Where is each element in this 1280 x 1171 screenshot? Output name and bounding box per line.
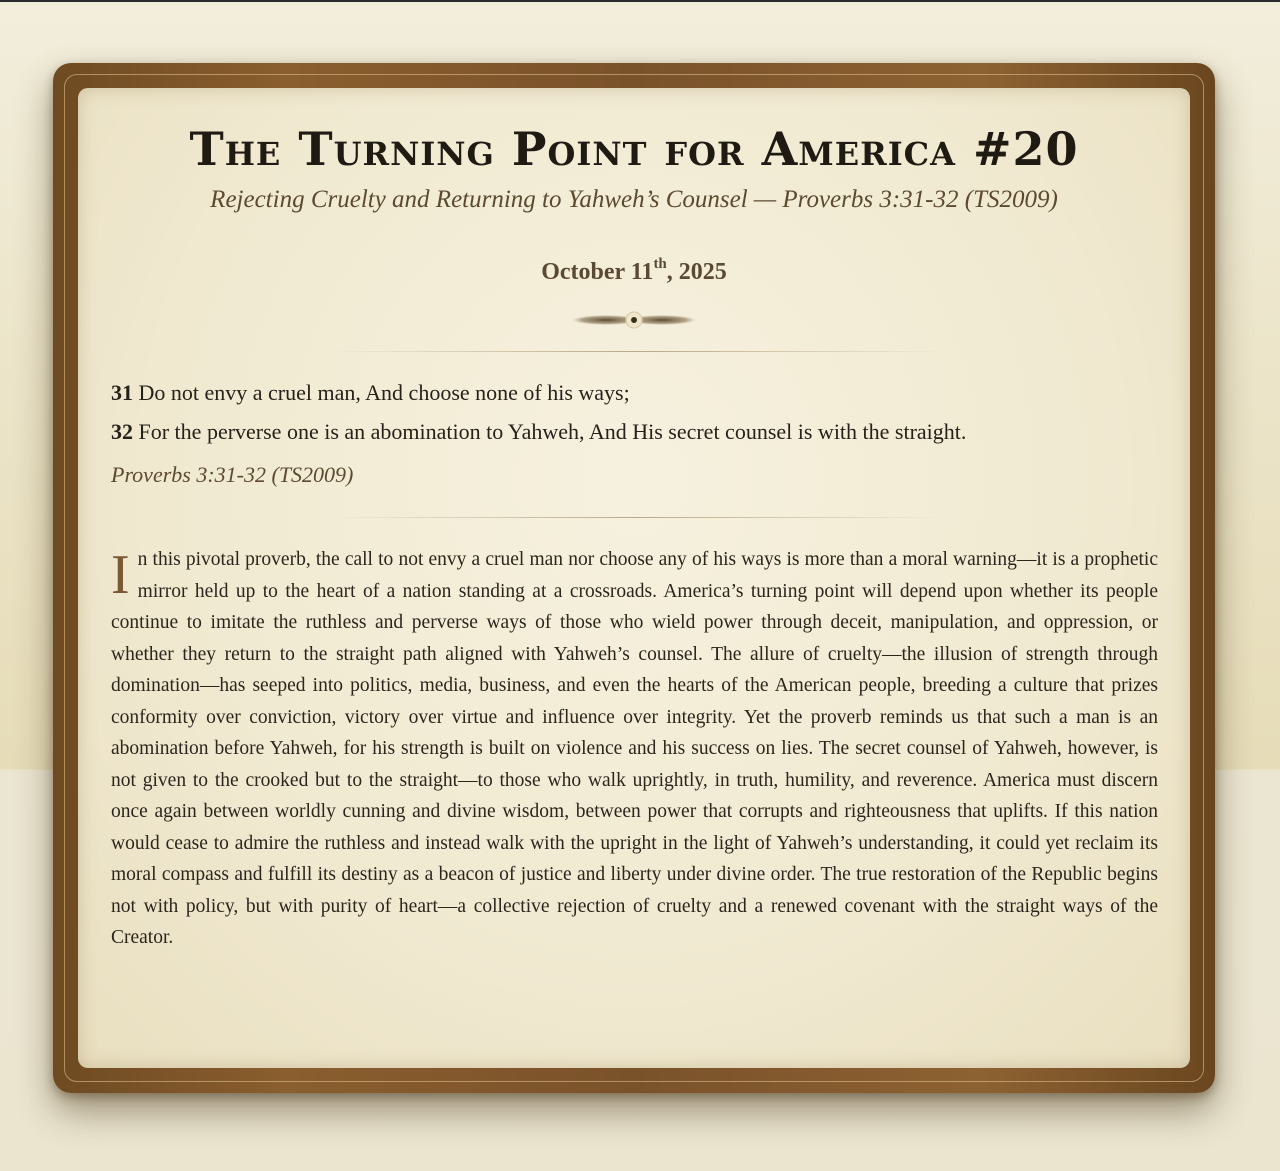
article-body (111, 544, 1158, 954)
verse-32 (111, 417, 1161, 447)
article-paragraph: n this pivotal proverb, the call to not envy a cruel man nor choose any of his ways is more than a moral warning—it is a prophetic mirror held up to the heart of a nation standing at a crossroads. America’s turning point will depend upon whether its people continue to imitate the ruthless and perverse ways of those who wield power through deceit, manipulation, and oppression, or whether they return to the straight path aligned with Yahweh’s counsel. The allure of cruelty—the illusion of strength through domination—has seeped into politics, media, business, and even the hearts of the American people, breeding a culture that prizes conformity over conviction, victory over virtue and influence over integrity. Yet the proverb reminds us that such a man is an abomination before Yahweh, for his strength is built on violence and his success on lies. The secret counsel of Yahweh, however, is not given to the crooked but to the straight—to those who walk uprightly, in truth, humility, and reverence. America must discern once again between worldly cunning and divine wisdom, between power that corrupts and righteousness that uplifts. If this nation would cease to admire the ruthless and instead walk with the upright in the light of Yahweh’s understanding, it could yet reclaim its moral compass and fulfill its destiny as a beacon of justice and liberty under divine order. The true restoration of the Republic begins not with policy, but with purity of heart—a collective rejection of cruelty and a renewed covenant with the straight ways of the Creator. (111, 549, 1158, 948)
page-title: The Turning Point for America #20 (189, 122, 1079, 176)
post-date (78, 250, 1190, 288)
verse-text: For the perverse one is an abomination to Yahweh, And His secret counsel is with the straight. (133, 419, 967, 444)
scripture-reference: Proverbs 3:31-32 (TS2009) (111, 462, 354, 487)
verse-number: 32 (111, 419, 133, 444)
page-subtitle: Rejecting Cruelty and Returning to Yahweh’s Counsel — Proverbs 3:31-32 (TS2009) (210, 186, 1058, 213)
date-ordinal-suffix: th (653, 256, 667, 272)
verse-number: 31 (111, 380, 133, 405)
parchment-card (78, 88, 1190, 1068)
drop-cap: I (111, 544, 130, 606)
top-edge-line (0, 0, 1280, 2)
date-year: , 2025 (666, 259, 727, 285)
section-divider-top (328, 351, 948, 352)
date-month-day: October 11 (541, 259, 654, 285)
wooden-frame (53, 63, 1215, 1093)
verse-text: Do not envy a cruel man, And choose none of his ways; (133, 380, 630, 405)
ornament-divider-icon (554, 308, 714, 332)
verse-31 (111, 378, 1161, 408)
section-divider-bottom (328, 517, 948, 518)
